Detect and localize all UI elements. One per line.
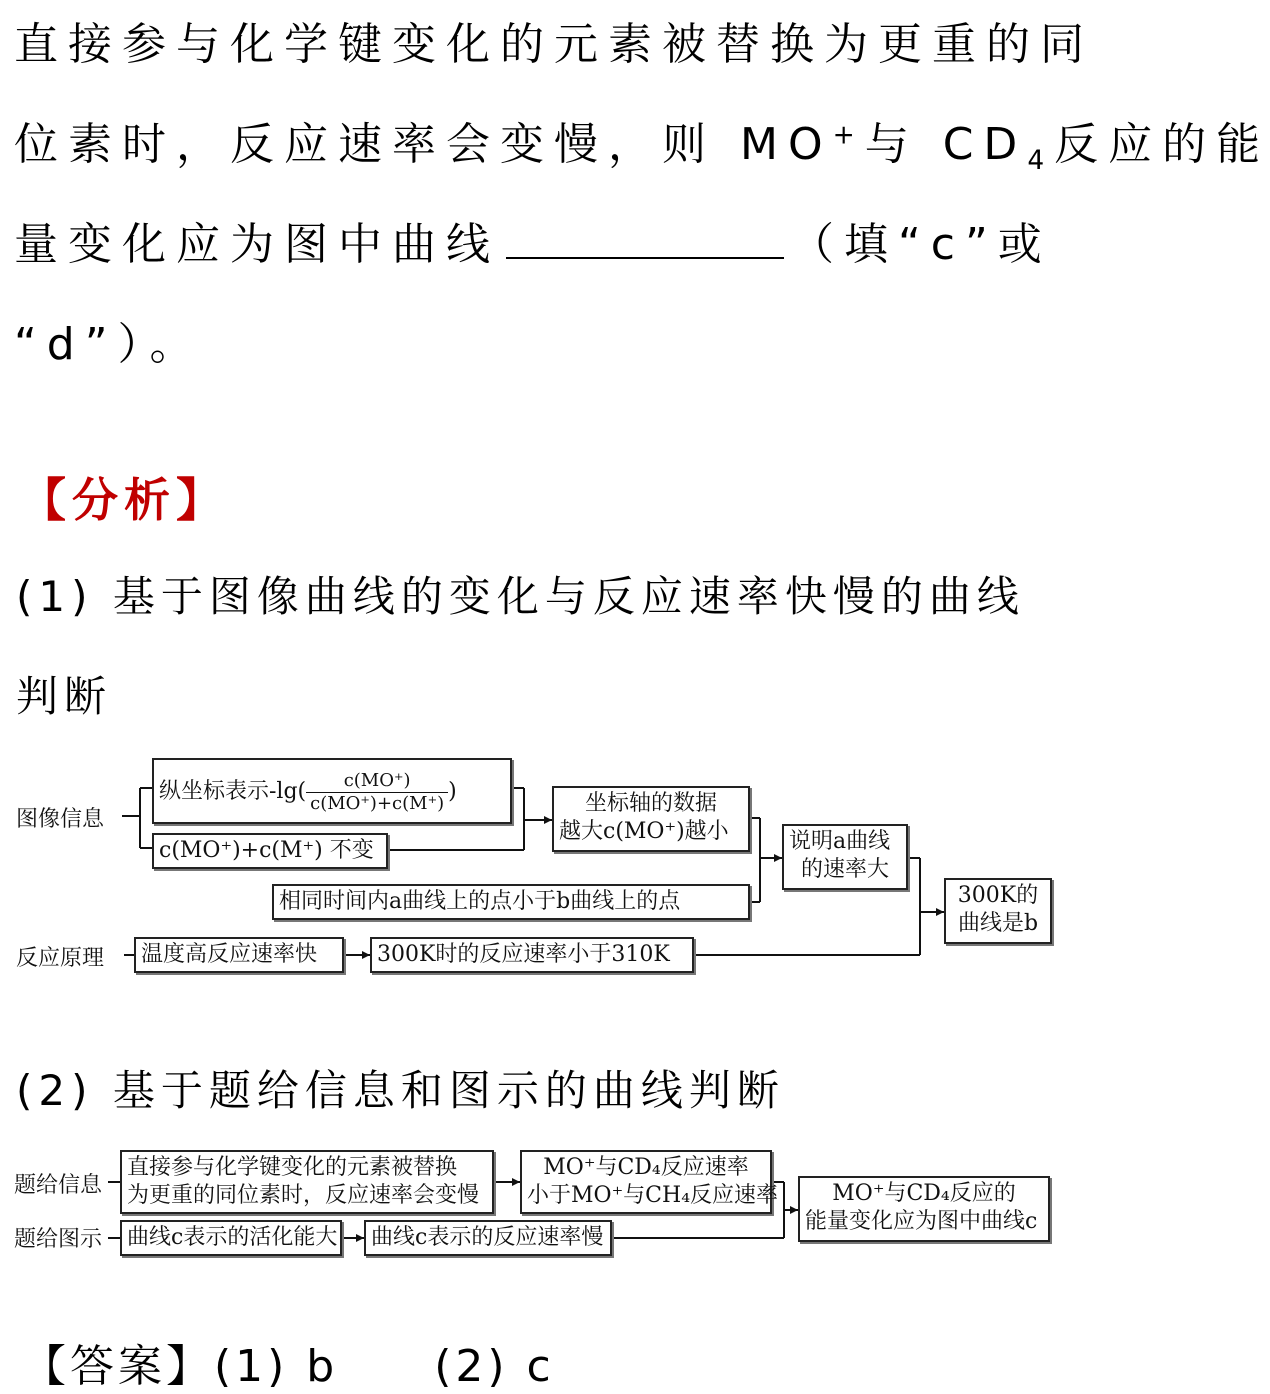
part1-title-b: 判断 xyxy=(16,672,113,721)
box-final-line-1: MO⁺与CD₄反应的 xyxy=(832,1181,1016,1206)
cd-subscript: 4 xyxy=(1027,144,1055,176)
analysis-heading: 【分析】 xyxy=(20,473,228,527)
label-given-info: 题给信息 xyxy=(14,1173,103,1198)
box-cd4-rate-line-2: 小于MO⁺与CH₄反应速率 xyxy=(527,1183,779,1208)
box-temperature-rate: 温度高反应速率快 xyxy=(134,937,344,973)
box-sum-constant: c(MO⁺)+c(M⁺) 不变 xyxy=(152,833,388,869)
label-reaction-principle: 反应原理 xyxy=(16,946,105,971)
question-line-1: 直接参与化学键变化的元素被替换为更重的同 xyxy=(14,19,1094,70)
box-rate-slow: 曲线c表示的反应速率慢 xyxy=(364,1220,612,1256)
box-cd4-rate-line-1: MO⁺与CD₄反应速率 xyxy=(543,1155,749,1180)
label-given-figure: 题给图示 xyxy=(14,1227,103,1252)
ordinate-denominator: c(MO⁺)+c(M⁺) xyxy=(310,792,445,814)
box-cd4-rate xyxy=(520,1150,779,1214)
box-isotope-info xyxy=(120,1150,494,1214)
box-a-rate-line-1: 说明a曲线 xyxy=(789,829,891,854)
box-a-rate-line-2: 的速率大 xyxy=(800,857,889,882)
box-larger-data-line-1: 坐标轴的数据 xyxy=(584,791,717,816)
box-activation-energy: 曲线c表示的活化能大 xyxy=(120,1220,342,1256)
part1-title-a: (1) 基于图像曲线的变化与反应速率快慢的曲线 xyxy=(16,572,1025,621)
question-line-2-a: 位素时，反应速率会变慢，则 MO xyxy=(14,119,833,170)
question-line-2-b: 与 CD xyxy=(864,119,1028,170)
answer-line: 【答案】(1) b (2) c xyxy=(22,1341,555,1392)
box-same-time: 相同时间内a曲线上的点小于b曲线上的点 xyxy=(272,884,750,920)
question-line-3-b: （填“c”或 xyxy=(790,219,1052,270)
mo-charge: + xyxy=(832,119,865,151)
ordinate-numerator: c(MO⁺) xyxy=(306,770,448,793)
label-image-info: 图像信息 xyxy=(16,807,105,832)
part2-title: (2) 基于题给信息和图示的曲线判断 xyxy=(16,1066,785,1115)
box-isotope-line-2: 为更重的同位素时，反应速率会变慢 xyxy=(127,1183,480,1208)
box-final-line-2: 能量变化应为图中曲线c xyxy=(805,1209,1038,1234)
box-isotope-line-1: 直接参与化学键变化的元素被替换 xyxy=(127,1155,458,1180)
question-line-3-a: 量变化应为图中曲线 xyxy=(14,219,500,270)
box-final-curve-c xyxy=(798,1176,1050,1242)
ordinate-suffix: ) xyxy=(448,779,457,804)
box-result-line-2: 曲线是b xyxy=(957,911,1039,936)
question-line-4: “d”）。 xyxy=(14,319,204,370)
ordinate-prefix: 纵坐标表示-lg( xyxy=(159,779,307,804)
box-300k-rate: 300K时的反应速率小于310K xyxy=(370,937,694,973)
box-larger-data-line-2: 越大c(MO⁺)越小 xyxy=(559,819,729,844)
box-result-line-1: 300K的 xyxy=(957,883,1039,908)
question-line-2-c: 反应的能 xyxy=(1054,119,1270,170)
